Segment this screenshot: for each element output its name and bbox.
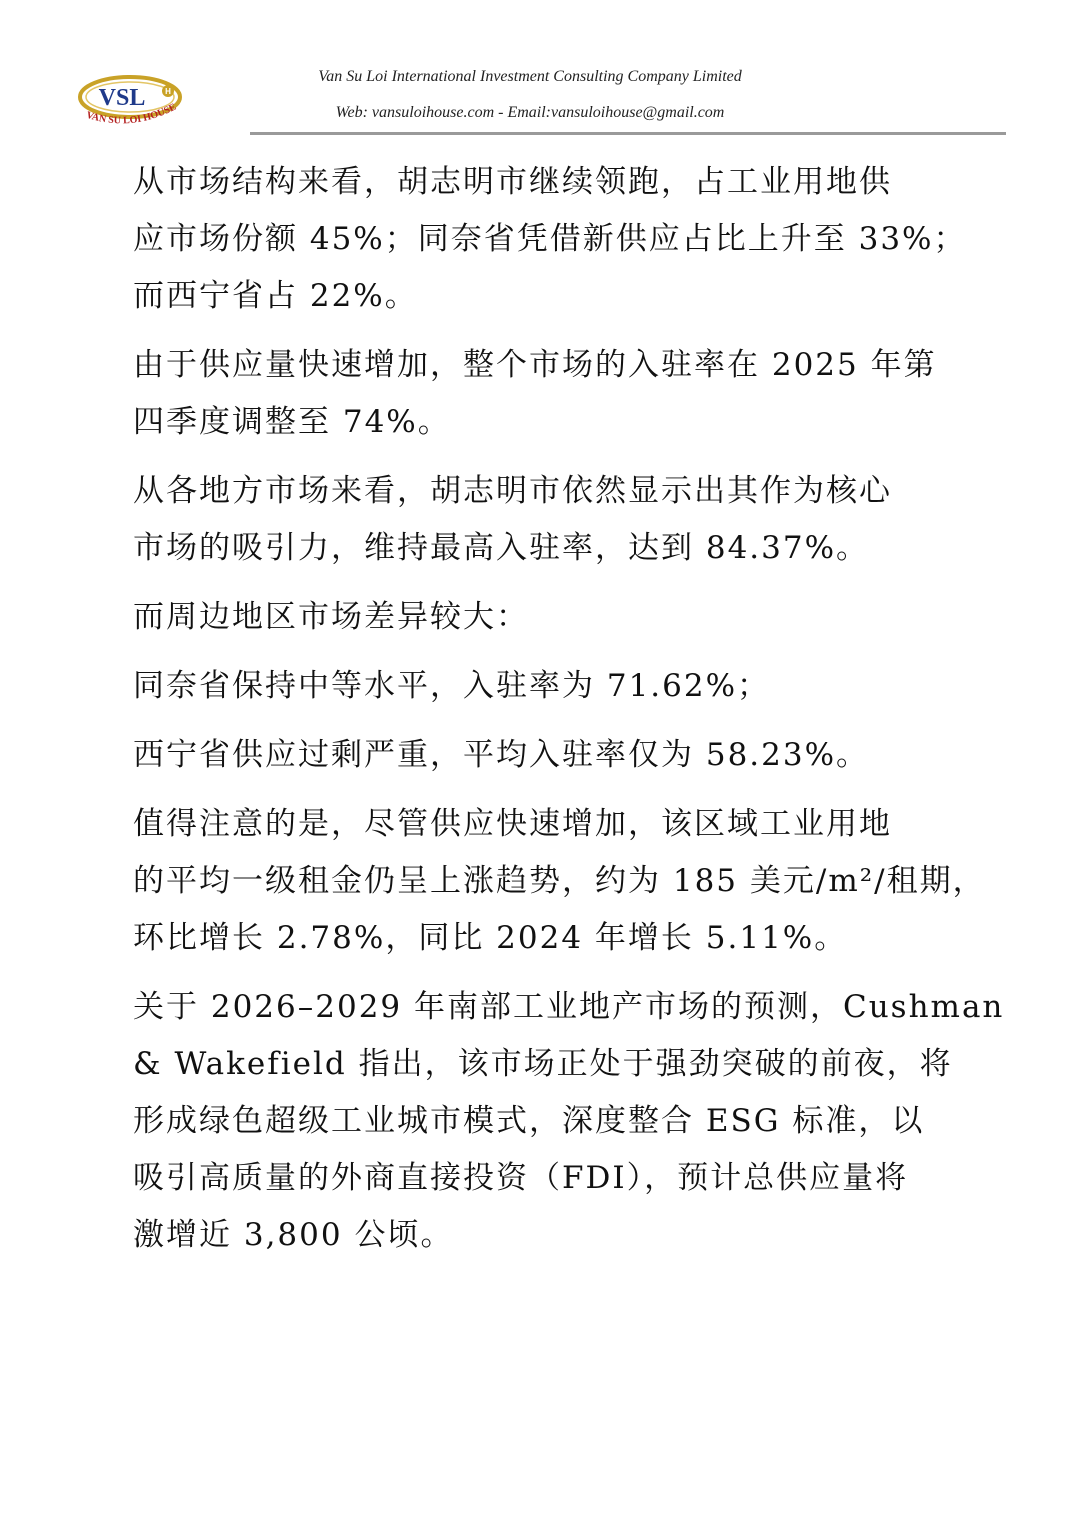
paragraph [133, 337, 973, 451]
text-line: 从市场结构来看，胡志明市继续领跑，占工业用地供 [133, 164, 892, 200]
text-line: 环比增长 2.78%，同比 2024 年增长 5.11%。 [133, 920, 848, 956]
text-line: & Wakefield 指出，该市场正处于强劲突破的前夜，将 [133, 1046, 953, 1082]
paragraph [133, 979, 1005, 1264]
text-line: 形成绿色超级工业城市模式，深度整合 ESG 标准，以 [133, 1103, 925, 1139]
vsl-logo [74, 72, 186, 130]
text-line: 从各地方市场来看，胡志明市依然显示出其作为核心 [133, 473, 892, 509]
header-divider [250, 132, 1006, 135]
text-line: 而西宁省占 22%。 [133, 278, 418, 314]
text-line: 关于 2026–2029 年南部工业地产市场的预测，Cushman [133, 989, 1005, 1025]
text-line: 西宁省供应过剩严重，平均入驻率仅为 58.23%。 [133, 737, 870, 773]
paragraph [133, 589, 973, 646]
text-line: 值得注意的是，尽管供应快速增加，该区域工业用地 [133, 806, 892, 842]
text-line: 激增近 3,800 公顷。 [133, 1217, 454, 1253]
paragraph [133, 727, 973, 784]
text-line: 四季度调整至 74%。 [133, 404, 451, 440]
svg-text:H: H [165, 87, 171, 96]
logo-text: VSL [98, 85, 146, 111]
company-name: Van Su Loi International Investment Consulting Company Limited [318, 68, 742, 85]
text-line: 市场的吸引力，维持最高入驻率，达到 84.37%。 [133, 530, 870, 566]
text-line: 应市场份额 45%；同奈省凭借新供应占比上升至 33%； [133, 221, 967, 257]
company-contact: Web: vansuloihouse.com - Email:vansuloihouse@gmail.com [335, 104, 725, 121]
text-line: 的平均一级租金仍呈上涨趋势，约为 185 美元/m²/租期， [133, 863, 986, 899]
document-body [133, 154, 1005, 1276]
paragraph [133, 658, 973, 715]
vsl-logo-icon [74, 72, 186, 130]
paragraph [133, 796, 986, 967]
paragraph [133, 463, 973, 577]
text-line: 吸引高质量的外商直接投资（FDI），预计总供应量将 [133, 1160, 909, 1196]
text-line: 而周边地区市场差异较大： [133, 599, 529, 635]
text-line: 由于供应量快速增加，整个市场的入驻率在 2025 年第 [133, 347, 937, 383]
document-header [0, 0, 1080, 140]
text-line: 同奈省保持中等水平，入驻率为 71.62%； [133, 668, 771, 704]
logo-subtext: VAN SU LOI HOUSE [84, 101, 179, 127]
paragraph [133, 154, 973, 325]
